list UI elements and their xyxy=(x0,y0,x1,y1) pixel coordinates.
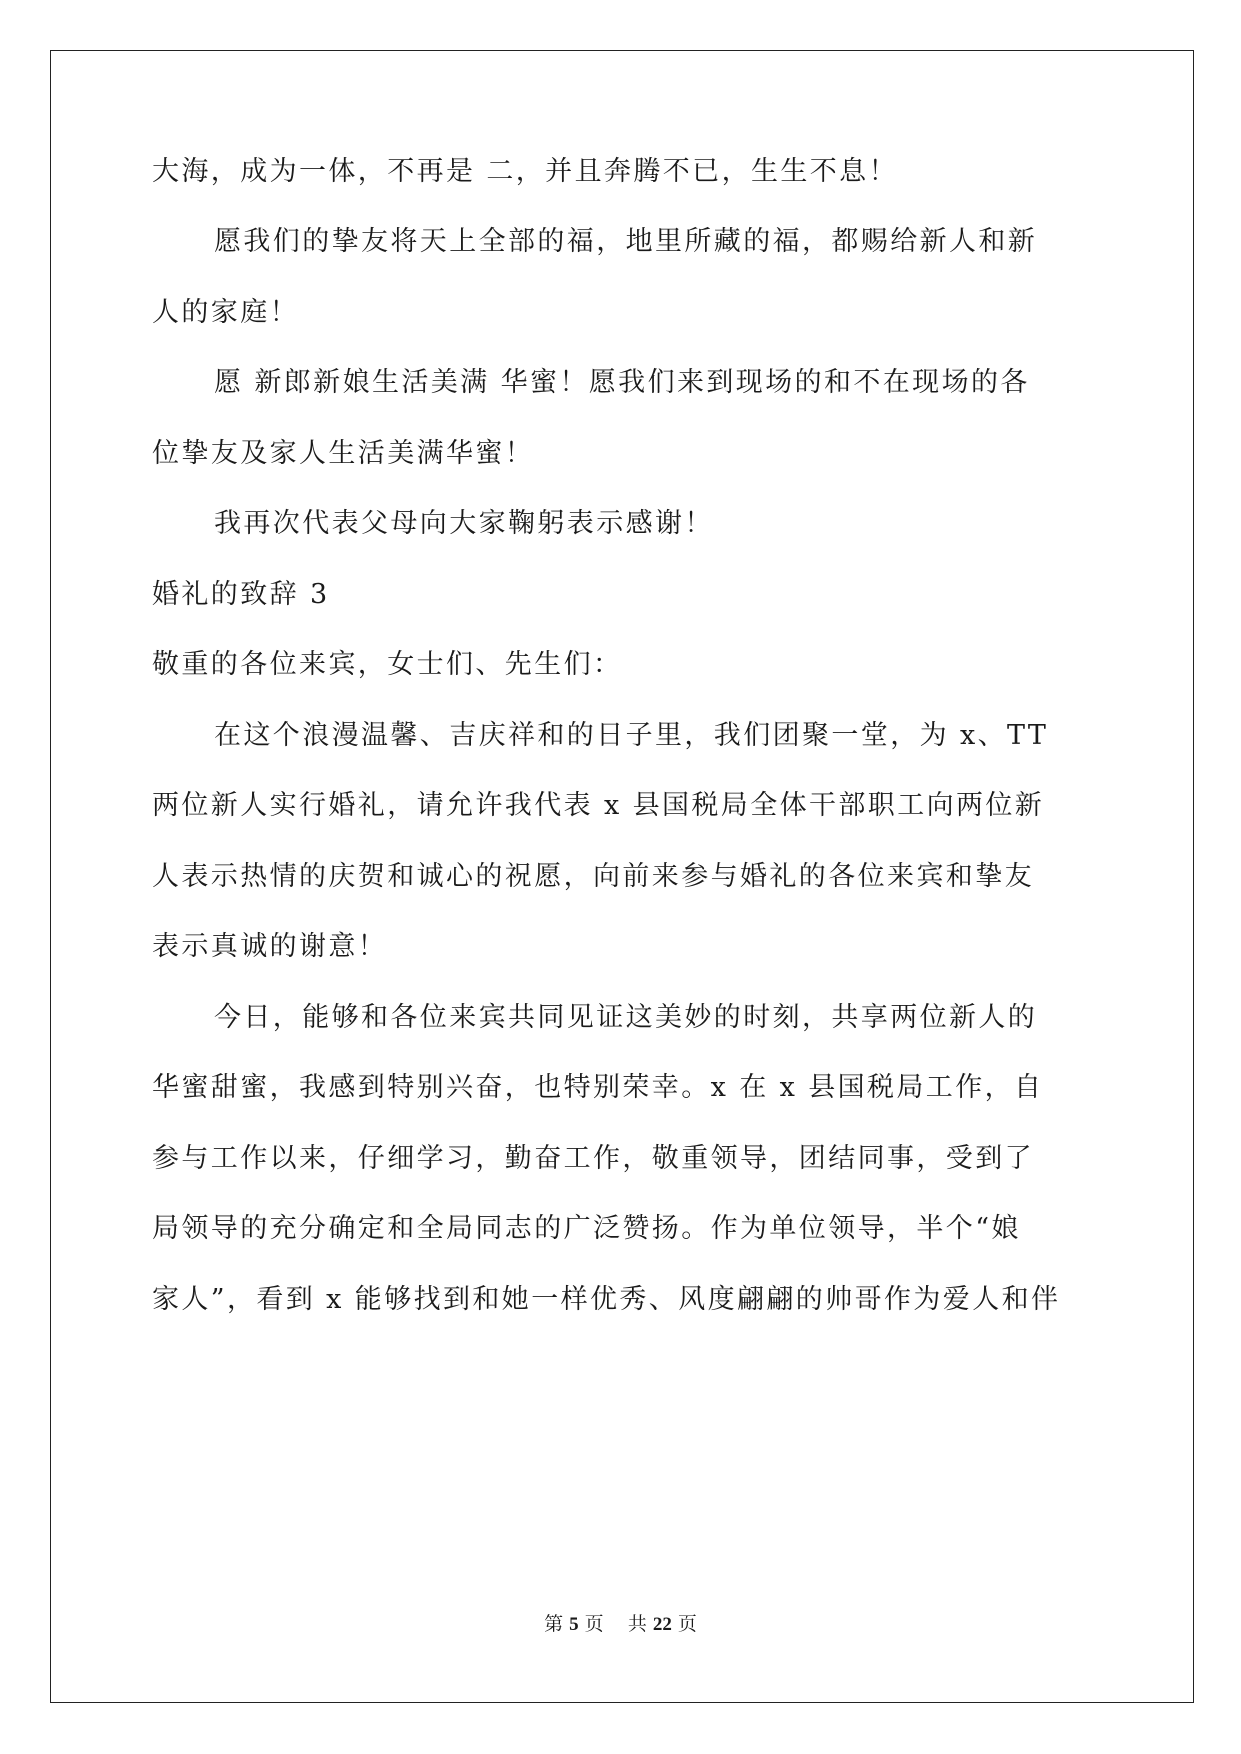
paragraph-line: 人的家庭！ xyxy=(152,297,299,328)
paragraph-line: 华蜜甜蜜，我感到特别兴奋，也特别荣幸。x 在 x 县国税局工作，自 xyxy=(152,1072,1044,1103)
paragraph-line: 局领导的充分确定和全局同志的广泛赞扬。作为单位领导，半个“娘 xyxy=(152,1213,1021,1244)
paragraph-line: 愿 新郎新娘生活美满 华蜜！愿我们来到现场的和不在现场的各 xyxy=(214,367,1030,398)
footer-suffix: 页 xyxy=(671,1613,697,1635)
paragraph-line: 人表示热情的庆贺和诚心的祝愿，向前来参与婚礼的各位来宾和挚友 xyxy=(152,861,1034,892)
paragraph-line: 大海，成为一体，不再是 二，并且奔腾不已，生生不息！ xyxy=(152,156,898,187)
paragraph-line: 在这个浪漫温馨、吉庆祥和的日子里，我们团聚一堂，为 x、TT xyxy=(214,720,1049,751)
paragraph-line: 两位新人实行婚礼，请允许我代表 x 县国税局全体干部职工向两位新 xyxy=(152,790,1045,821)
total-page-count: 22 xyxy=(652,1614,672,1635)
paragraph-line: 表示真诚的谢意！ xyxy=(152,931,388,962)
paragraph-line: 我再次代表父母向大家鞠躬表示感谢！ xyxy=(214,508,714,539)
paragraph-line: 今日，能够和各位来宾共同见证这美妙的时刻，共享两位新人的 xyxy=(214,1002,1038,1033)
section-heading: 婚礼的致辞 3 xyxy=(152,579,330,610)
footer-prefix: 第 xyxy=(544,1613,570,1635)
paragraph-line: 家人”，看到 x 能够找到和她一样优秀、风度翩翩的帅哥作为爱人和伴 xyxy=(152,1284,1061,1315)
current-page-number: 5 xyxy=(569,1614,579,1635)
salutation-line: 敬重的各位来宾，女士们、先生们： xyxy=(152,649,623,680)
paragraph-line: 参与工作以来，仔细学习，勤奋工作，敬重领导，团结同事，受到了 xyxy=(152,1143,1034,1174)
footer-mid: 页 共 xyxy=(578,1613,653,1635)
paragraph-line: 愿我们的挚友将天上全部的福，地里所藏的福，都赐给新人和新 xyxy=(214,226,1038,257)
paragraph-line: 位挚友及家人生活美满华蜜！ xyxy=(152,438,535,469)
page-footer xyxy=(0,1612,1241,1637)
